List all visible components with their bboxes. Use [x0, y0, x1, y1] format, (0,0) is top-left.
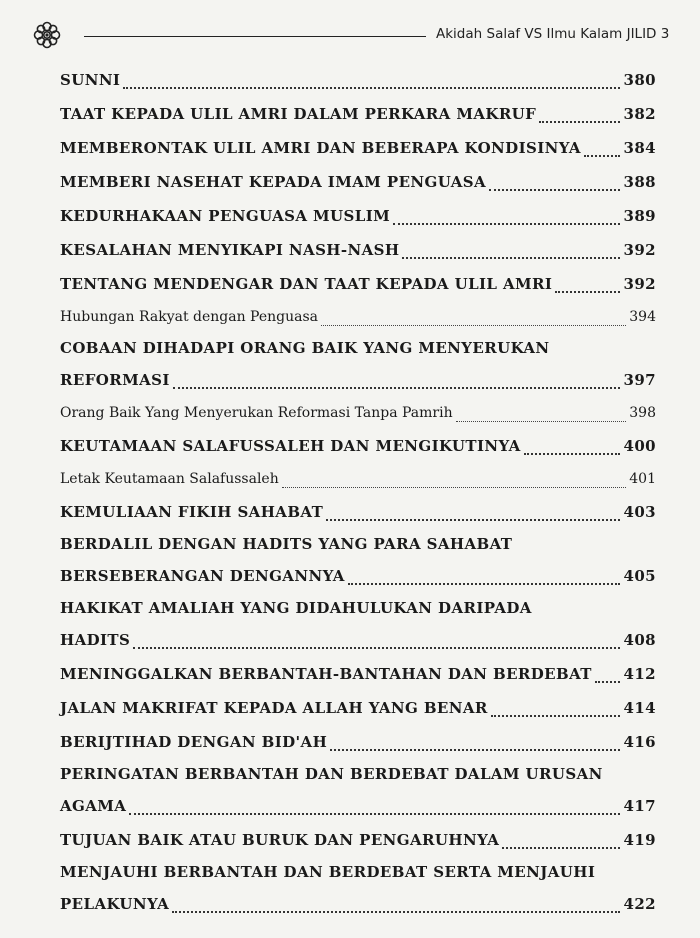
toc-page-number: 380	[623, 71, 656, 89]
toc-entry-title: HADITS	[60, 631, 131, 649]
toc-entry[interactable]	[60, 301, 656, 333]
dot-leader	[402, 257, 620, 259]
toc-page-number: 397	[623, 371, 656, 389]
toc-page-number: 388	[623, 173, 656, 191]
toc-entry-line	[60, 463, 656, 495]
toc-page-number: 417	[623, 797, 656, 815]
toc-page-number: 422	[623, 895, 656, 913]
toc-entry-title: SUNNI	[60, 71, 121, 89]
toc-page-number: 416	[623, 733, 656, 751]
dot-leader	[326, 519, 620, 521]
toc-entry-line	[60, 199, 656, 233]
toc-entry-line	[60, 363, 656, 397]
toc-entry-line	[60, 725, 656, 759]
toc-entry-title: Letak Keutamaan Salafussaleh	[60, 471, 279, 487]
toc-entry-title: Orang Baik Yang Menyerukan Reformasi Tanpa Pamrih	[60, 405, 453, 421]
toc-entry-line	[60, 267, 656, 301]
toc-entry[interactable]	[60, 267, 656, 301]
toc-entry[interactable]	[60, 131, 656, 165]
toc-entry[interactable]	[60, 657, 656, 691]
toc-entry-title-line1: MENJAUHI BERBANTAH DAN BERDEBAT SERTA MENJAUHI	[60, 863, 596, 881]
toc-entry[interactable]	[60, 593, 656, 657]
toc-entry-title-line1: COBAAN DIHADAPI ORANG BAIK YANG MENYERUKAN	[60, 339, 550, 357]
toc-entry-title: MEMBERI NASEHAT KEPADA IMAM PENGUASA	[60, 173, 487, 191]
toc-entry-title: TAAT KEPADA ULIL AMRI DALAM PERKARA MAKRUF	[60, 105, 537, 123]
toc-page-number: 392	[623, 241, 656, 259]
dot-leader	[321, 325, 626, 326]
dot-leader	[491, 715, 621, 717]
toc-entry-title: KESALAHAN MENYIKAPI NASH-NASH	[60, 241, 400, 259]
toc-entry[interactable]	[60, 199, 656, 233]
dot-leader	[502, 847, 620, 849]
dot-leader	[393, 223, 620, 225]
toc-entry-line	[60, 301, 656, 333]
toc-entry-line	[60, 233, 656, 267]
dot-leader	[172, 911, 620, 913]
toc-entry-line	[60, 397, 656, 429]
toc-entry-line	[60, 623, 656, 657]
book-title: Akidah Salaf VS Ilmu Kalam JILID 3	[436, 26, 670, 42]
dot-leader	[584, 155, 621, 157]
dot-leader	[123, 87, 620, 89]
toc-entry[interactable]	[60, 759, 656, 823]
toc-entry-line	[60, 165, 656, 199]
dot-leader	[330, 749, 620, 751]
dot-leader	[348, 583, 621, 585]
dot-leader	[133, 647, 620, 649]
ornament-flower-icon	[30, 18, 64, 52]
toc-entry[interactable]	[60, 97, 656, 131]
toc-entry-title: MEMBERONTAK ULIL AMRI DAN BEBERAPA KONDISINYA	[60, 139, 581, 157]
toc-entry-line	[60, 495, 656, 529]
toc-page-number: 394	[629, 309, 656, 325]
toc-page-number: 414	[623, 699, 656, 717]
toc-entry[interactable]	[60, 823, 656, 857]
toc-entry-line	[60, 823, 656, 857]
toc-page-number: 412	[623, 665, 656, 683]
toc-entry-title: REFORMASI	[60, 371, 170, 389]
toc-page-number: 403	[623, 503, 656, 521]
toc-page-number: 384	[623, 139, 656, 157]
toc-entry-title: MENINGGALKAN BERBANTAH-BANTAHAN DAN BERDEBAT	[60, 665, 592, 683]
toc-entry-title: KEUTAMAAN SALAFUSSALEH DAN MENGIKUTINYA	[60, 437, 521, 455]
toc-page-number: 392	[623, 275, 656, 293]
toc-entry[interactable]	[60, 429, 656, 463]
dot-leader	[595, 681, 621, 683]
toc-entry[interactable]	[60, 529, 656, 593]
toc-entry-line	[60, 887, 656, 921]
toc-entry-title: AGAMA	[60, 797, 127, 815]
dot-leader	[539, 121, 620, 123]
toc-entry[interactable]	[60, 333, 656, 397]
toc-entry-title: TENTANG MENDENGAR DAN TAAT KEPADA ULIL AMRI	[60, 275, 553, 293]
toc-page-number: 382	[623, 105, 656, 123]
toc-entry-line	[60, 559, 656, 593]
toc-entry-title: PELAKUNYA	[60, 895, 170, 913]
toc-entry-line	[60, 97, 656, 131]
toc-entry-line	[60, 131, 656, 165]
toc-entry[interactable]	[60, 857, 656, 921]
dot-leader	[555, 291, 620, 293]
toc-entry-title: JALAN MAKRIFAT KEPADA ALLAH YANG BENAR	[60, 699, 488, 717]
dot-leader	[456, 421, 627, 422]
toc-entry-line	[60, 429, 656, 463]
toc-page-number: 400	[623, 437, 656, 455]
toc-entry[interactable]	[60, 397, 656, 429]
toc-entry-title: KEDURHAKAAN PENGUASA MUSLIM	[60, 207, 391, 225]
toc-page-number: 401	[629, 471, 656, 487]
toc-entry-title: KEMULIAAN FIKIH SAHABAT	[60, 503, 324, 521]
toc-entry-title-line1: PERINGATAN BERBANTAH DAN BERDEBAT DALAM URUSAN	[60, 765, 603, 783]
toc-entry-line	[60, 789, 656, 823]
toc-entry[interactable]	[60, 691, 656, 725]
toc-entry-title: BERSEBERANGAN DENGANNYA	[60, 567, 345, 585]
toc-entry-line	[60, 63, 656, 97]
dot-leader	[282, 487, 627, 488]
toc-entry[interactable]	[60, 725, 656, 759]
toc-entry[interactable]	[60, 63, 656, 97]
toc-entry-title-line1: BERDALIL DENGAN HADITS YANG PARA SAHABAT	[60, 535, 513, 553]
toc-page-number: 389	[623, 207, 656, 225]
toc-entry-title: BERIJTIHAD DENGAN BID'AH	[60, 733, 328, 751]
toc-entry-line	[60, 691, 656, 725]
header-rule	[84, 36, 426, 37]
table-of-contents	[60, 63, 656, 921]
page-header	[0, 0, 700, 60]
toc-entry-title: TUJUAN BAIK ATAU BURUK DAN PENGARUHNYA	[60, 831, 500, 849]
toc-page-number: 419	[623, 831, 656, 849]
toc-entry-line	[60, 657, 656, 691]
dot-leader	[173, 387, 621, 389]
dot-leader	[129, 813, 620, 815]
toc-entry-title-line1: HAKIKAT AMALIAH YANG DIDAHULUKAN DARIPADA	[60, 599, 532, 617]
toc-page-number: 405	[623, 567, 656, 585]
dot-leader	[489, 189, 620, 191]
toc-entry-title: Hubungan Rakyat dengan Penguasa	[60, 309, 319, 325]
toc-entry[interactable]	[60, 233, 656, 267]
toc-entry[interactable]	[60, 165, 656, 199]
toc-page-number: 398	[629, 405, 656, 421]
toc-entry[interactable]	[60, 495, 656, 529]
toc-entry[interactable]	[60, 463, 656, 495]
toc-page-number: 408	[623, 631, 656, 649]
dot-leader	[524, 453, 621, 455]
